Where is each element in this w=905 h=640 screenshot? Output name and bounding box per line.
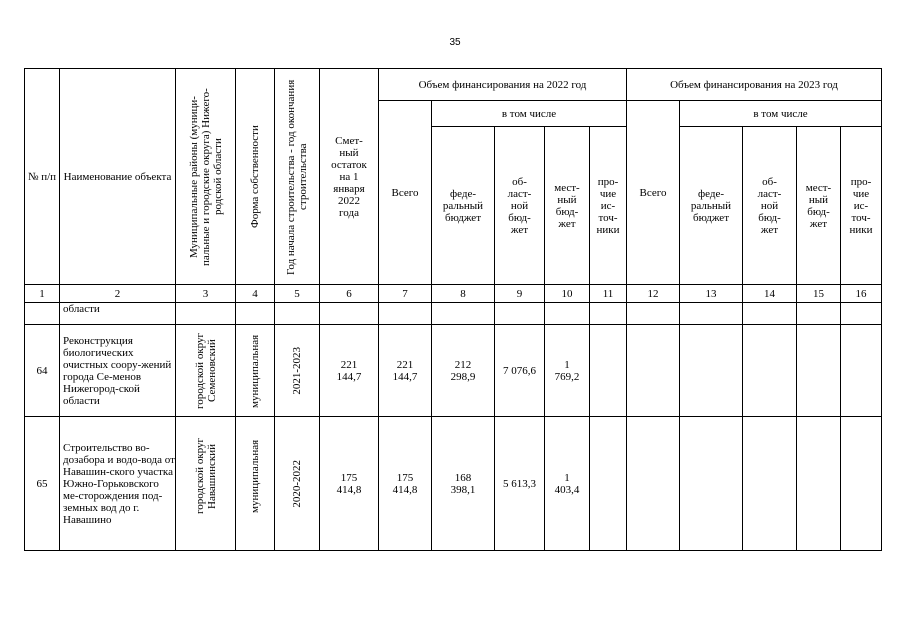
row-regional-2022: 7 076,6 — [495, 325, 545, 417]
header-local-2023-text: мест-ный бюд-жет — [805, 181, 832, 230]
row-local-2022 — [545, 325, 590, 417]
column-number: 10 — [545, 285, 590, 303]
column-number: 13 — [680, 285, 743, 303]
row-district-text: городской округ Семеновский — [193, 332, 218, 409]
row-local-2022 — [545, 417, 590, 551]
row-federal-2022 — [432, 325, 495, 417]
row-years-text: 2021-2023 — [291, 346, 303, 395]
column-number: 12 — [627, 285, 680, 303]
header-other-2022-text: про-чие ис-точ-ники — [596, 175, 620, 236]
row-total-2022-text: 175 414,8 — [392, 471, 418, 496]
header-federal-2022-text: феде-ральный бюджет — [442, 187, 484, 224]
row-federal-2022-text: 212 298,9 — [450, 358, 476, 383]
row-no: 64 — [25, 325, 60, 417]
header-fin-2022: Объем финансирования на 2022 год — [379, 69, 627, 101]
header-ownership — [236, 69, 275, 285]
header-including-2022: в том числе — [432, 101, 627, 127]
header-local-2022 — [545, 127, 590, 285]
column-number: 2 — [60, 285, 176, 303]
row-balance — [320, 417, 379, 551]
header-balance — [320, 69, 379, 285]
row-total-2022 — [379, 417, 432, 551]
header-total-2023: Всего — [627, 101, 680, 285]
column-number: 4 — [236, 285, 275, 303]
header-federal-2023-text: феде-ральный бюджет — [690, 187, 732, 224]
row-ownership-text: муниципальная — [249, 333, 261, 408]
header-fin-2023: Объем финансирования на 2023 год — [627, 69, 882, 101]
row-federal-2022-text: 168 398,1 — [450, 471, 476, 496]
row-balance — [320, 325, 379, 417]
row-ownership — [236, 325, 275, 417]
column-number: 7 — [379, 285, 432, 303]
row-district-text: городской округ Навашинский — [193, 437, 218, 515]
column-number: 9 — [495, 285, 545, 303]
row-no: 65 — [25, 417, 60, 551]
header-regional-2023-text: об-ласт-ной бюд-жет — [757, 175, 782, 236]
row-years-text: 2020-2022 — [291, 459, 303, 508]
header-federal-2022 — [432, 127, 495, 285]
column-number: 8 — [432, 285, 495, 303]
row-years — [275, 417, 320, 551]
row-ownership — [236, 417, 275, 551]
header-total-2022: Всего — [379, 101, 432, 285]
header-other-2023 — [841, 127, 882, 285]
financing-table — [24, 68, 882, 551]
column-number-row — [25, 285, 882, 303]
table-row — [25, 325, 882, 417]
header-other-2022 — [590, 127, 627, 285]
column-number: 16 — [841, 285, 882, 303]
column-number: 5 — [275, 285, 320, 303]
header-name: Наименование объекта — [60, 69, 176, 285]
row-name: Реконструкция биологических очистных соору-жений города Се-менов Нижегород-ской области — [60, 325, 176, 417]
continuation-text: области — [60, 303, 176, 325]
header-other-2023-text: про-чие ис-точ-ники — [849, 175, 873, 236]
header-including-2023: в том числе — [680, 101, 882, 127]
header-regional-2023 — [743, 127, 797, 285]
header-local-2023 — [797, 127, 841, 285]
row-years — [275, 325, 320, 417]
header-years — [275, 69, 320, 285]
column-number: 3 — [176, 285, 236, 303]
table-row — [25, 417, 882, 551]
row-balance-text: 175 414,8 — [336, 471, 362, 496]
row-regional-2022: 5 613,3 — [495, 417, 545, 551]
row-total-2022 — [379, 325, 432, 417]
header-federal-2023 — [680, 127, 743, 285]
header-districts — [176, 69, 236, 285]
header-ownership-text: Форма собственности — [249, 125, 261, 228]
row-total-2022-text: 221 144,7 — [392, 358, 418, 383]
column-number: 6 — [320, 285, 379, 303]
column-number: 1 — [25, 285, 60, 303]
row-name: Строительство во-дозабора и водо-вода от Навашин-ского участка Южно-Горьковского ме-сторождения под-земных вод до г. Навашино — [60, 417, 176, 551]
row-district — [176, 325, 236, 417]
header-regional-2022 — [495, 127, 545, 285]
column-number: 15 — [797, 285, 841, 303]
row-local-2022-text: 1 769,2 — [554, 358, 580, 383]
page-number: 35 — [449, 37, 461, 48]
header-balance-text: Смет-ный остаток на 1 января 2022 года — [331, 134, 367, 219]
row-local-2022-text: 1 403,4 — [554, 471, 580, 496]
row-balance-text: 221 144,7 — [336, 358, 362, 383]
column-number: 14 — [743, 285, 797, 303]
row-ownership-text: муниципальная — [249, 439, 261, 513]
header-no: № п/п — [25, 69, 60, 285]
header-regional-2022-text: об-ласт-ной бюд-жет — [507, 175, 532, 236]
row-district — [176, 417, 236, 551]
header-local-2022-text: мест-ный бюд-жет — [554, 181, 580, 230]
column-number: 11 — [590, 285, 627, 303]
header-districts-text: Муниципальные районы (муници-пальные и городские округа) Нижего-родской области — [187, 87, 224, 266]
row-federal-2022 — [432, 417, 495, 551]
continuation-row — [25, 303, 882, 325]
header-years-text: Год начала строительства - год окончания строительства — [285, 78, 309, 275]
